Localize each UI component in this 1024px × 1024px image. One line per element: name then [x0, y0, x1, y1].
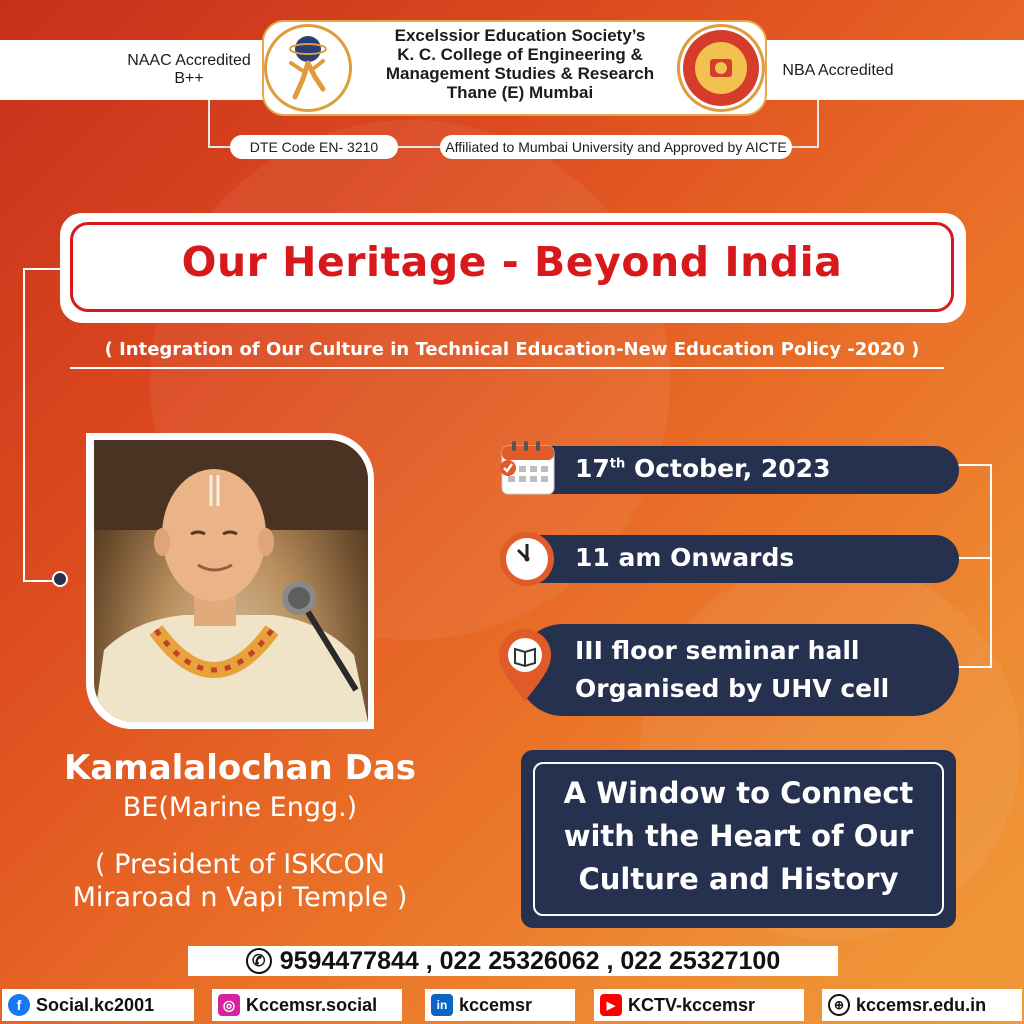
date-suffix: th — [609, 456, 626, 472]
nba-accreditation: NBA Accredited — [782, 62, 894, 79]
social-linkedin[interactable] — [425, 989, 575, 1021]
date-day: 17 — [575, 454, 610, 483]
connector-line — [23, 268, 25, 582]
social-youtube[interactable] — [594, 989, 804, 1021]
phone-numbers[interactable]: 9594477844 , 022 25326062 , 022 25327100 — [279, 946, 781, 975]
clock-icon — [496, 528, 558, 594]
linkedin-handle[interactable]: kccemsr — [459, 994, 533, 1015]
speaker-photo — [94, 440, 368, 722]
tagline-line2: with the Heart of Our — [563, 819, 914, 853]
naac-grade: B++ — [174, 70, 204, 87]
speaker-role — [40, 848, 440, 914]
connector-line — [958, 464, 992, 466]
event-subtitle: ( Integration of Our Culture in Technical Education-New Education Policy -2020 ) — [104, 339, 920, 360]
college-name-line2: Management Studies & Research — [385, 64, 655, 83]
calendar-icon — [498, 436, 560, 502]
venue-line1: III floor seminar hall — [575, 636, 860, 665]
social-facebook[interactable] — [2, 989, 194, 1021]
college-name-line1: K. C. College of Engineering & — [397, 45, 643, 64]
event-date — [575, 454, 830, 483]
connector-line — [208, 100, 210, 148]
connector-dot — [52, 571, 68, 587]
connector-line — [817, 100, 819, 148]
society-logo — [264, 24, 352, 112]
dte-code: DTE Code EN- 3210 — [230, 135, 398, 159]
social-website[interactable] — [822, 989, 1022, 1021]
institution-name — [340, 26, 700, 102]
event-title: Our Heritage - Beyond India — [181, 238, 843, 286]
tagline-line1: A Window to Connect — [563, 776, 914, 810]
connector-line — [958, 666, 992, 668]
speaker-role-line1: ( President of ISKCON — [95, 849, 385, 880]
affiliation-tag: Affiliated to Mumbai University and Approved by AICTE — [440, 135, 792, 159]
event-time: 11 am Onwards — [575, 543, 795, 572]
connector-line — [990, 464, 992, 668]
instagram-icon: ◎ — [218, 994, 240, 1016]
connector-line — [23, 580, 55, 582]
speaker-role-line2: Miraroad n Vapi Temple ) — [72, 882, 408, 913]
youtube-icon: ▶ — [600, 994, 622, 1016]
globe-icon: ⊕ — [828, 994, 850, 1016]
tagline-line3: Culture and History — [578, 862, 899, 896]
date-month-year: October, 2023 — [625, 454, 831, 483]
naac-label: NAAC Accredited — [127, 52, 251, 69]
contact-numbers[interactable] — [188, 946, 838, 976]
website-url[interactable]: kccemsr.edu.in — [856, 994, 987, 1015]
tagline — [533, 772, 944, 901]
time-pill — [517, 535, 959, 583]
venue-pill — [517, 624, 959, 716]
location-pin-icon — [496, 627, 554, 707]
speaker-qualification: BE(Marine Engg.) — [122, 792, 358, 823]
social-instagram[interactable] — [212, 989, 402, 1021]
subtitle-underline — [70, 367, 944, 369]
instagram-handle[interactable]: Kccemsr.social — [246, 994, 378, 1015]
facebook-icon: f — [8, 994, 30, 1016]
venue-line2: Organised by UHV cell — [575, 674, 890, 703]
connector-line — [398, 146, 444, 148]
event-venue — [575, 632, 889, 708]
society-name: Excelssior Education Society’s — [394, 26, 646, 45]
connector-line — [23, 268, 61, 270]
speaker-name: Kamalalochan Das — [63, 748, 417, 788]
naac-accreditation — [118, 52, 260, 88]
connector-line — [958, 557, 992, 559]
youtube-handle[interactable]: KCTV-kccemsr — [628, 994, 756, 1015]
college-location: Thane (E) Mumbai — [446, 83, 594, 102]
linkedin-icon: in — [431, 994, 453, 1016]
phone-icon: ✆ — [246, 948, 272, 974]
connector-line — [790, 146, 819, 148]
date-pill — [517, 446, 959, 494]
facebook-handle[interactable]: Social.kc2001 — [36, 994, 155, 1015]
